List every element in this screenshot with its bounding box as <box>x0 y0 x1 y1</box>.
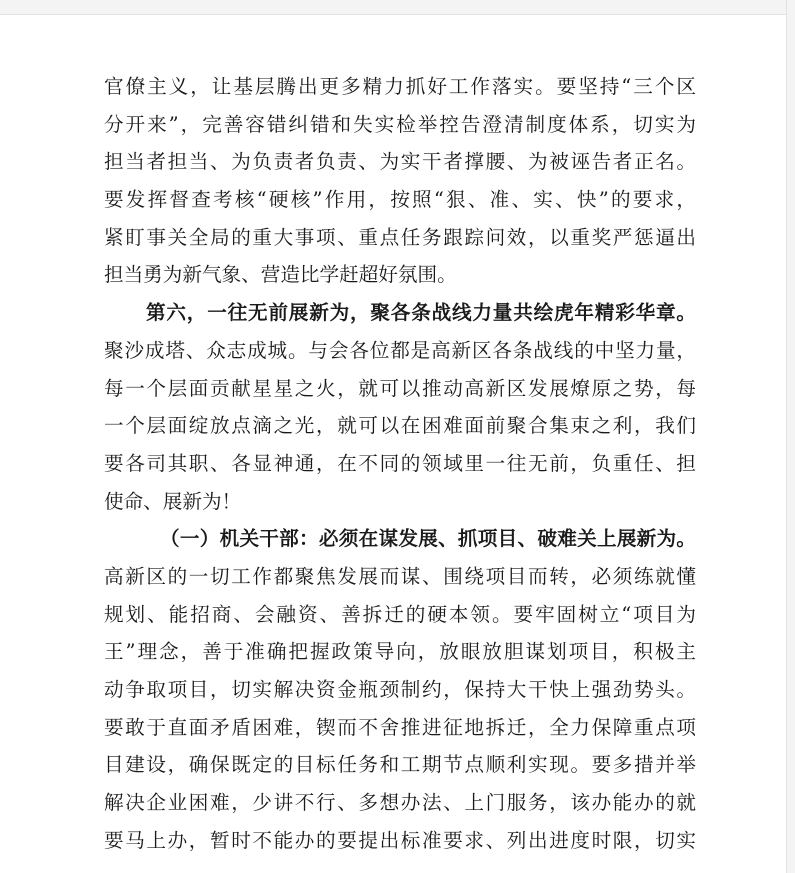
text-line: 规划、能招商、会融资、善拆迁的硬本领。要牢固树立“项目为 <box>104 602 696 626</box>
window-top-edge <box>0 0 795 15</box>
text-line: 王”理念，善于准确把握政策导向，放眼放胆谋划项目，积极主 <box>104 640 696 664</box>
subsection-heading: （一）机关干部：必须在谋发展、抓项目、破难关上展新为。 <box>160 527 696 551</box>
text-line: 要敢于直面矛盾困难，锲而不舍推进征地拆迁，全力保障重点项 <box>104 715 696 739</box>
text-line: 目建设，确保既定的目标任务和工期节点顺利实现。要多措并举 <box>104 753 696 777</box>
text-line: 解决企业困难，少讲不行、多想办法、上门服务，该办能办的就 <box>104 791 696 815</box>
text-line: 高新区的一切工作都聚焦发展而谋、围绕项目而转，必须练就懂 <box>104 564 696 588</box>
text-line: 每一个层面贡献星星之火，就可以推动高新区发展燎原之势，每 <box>104 376 696 400</box>
text-line: 聚沙成塔、众志成城。与会各位都是高新区各条战线的中坚力量， <box>104 338 696 362</box>
text-line: 分开来”，完善容错纠错和失实检举控告澄清制度体系，切实为 <box>104 112 696 136</box>
text-line: 要发挥督查考核“硬核”作用，按照“狠、准、实、快”的要求， <box>104 188 696 212</box>
document-page <box>104 68 696 859</box>
section-heading: 第六，一往无前展新为，聚各条战线力量共绘虎年精彩华章。 <box>146 301 696 325</box>
text-line: 要各司其职、各显神通，在不同的领域里一往无前，负重任、担 <box>104 451 696 475</box>
text-line: 动争取项目，切实解决资金瓶颈制约，保持大干快上强劲势头。 <box>104 678 696 701</box>
text-line: 担当者担当、为负责者负责、为实干者撑腰、为被诬告者正名。 <box>104 150 696 174</box>
text-line: 一个层面绽放点滴之光，就可以在困难面前聚合集束之利，我们 <box>104 414 696 438</box>
text-line: 要马上办，暂时不能办的要提出标准要求、列出进度时限，切实 <box>104 828 696 852</box>
text-line: 担当勇为新气象、营造比学赶超好氛围。 <box>104 263 457 287</box>
scrollbar-track[interactable] <box>786 0 795 873</box>
text-line: 官僚主义，让基层腾出更多精力抓好工作落实。要坚持“三个区 <box>104 75 696 98</box>
text-line: 紧盯事关全局的重大事项、重点任务跟踪问效，以重奖严惩逼出 <box>104 225 696 249</box>
text-line: 使命、展新为！ <box>104 489 242 513</box>
